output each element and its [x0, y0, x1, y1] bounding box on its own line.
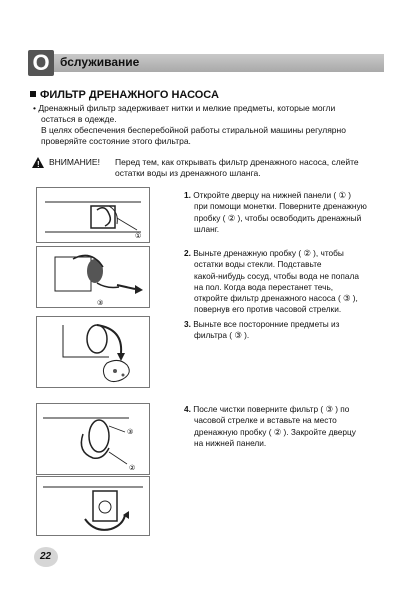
intro-line: • Дренажный фильтр задерживает нитки и мелкие предметы, которые могли: [33, 103, 336, 113]
step-line: [184, 190, 384, 201]
section-title: [30, 89, 219, 101]
step-text: Выньте дренажную пробку ( ② ), чтобы: [193, 248, 344, 258]
intro-line: проверяйте состояние этого фильтра.: [41, 136, 191, 146]
header-capital-letter: О: [28, 50, 54, 76]
figure-open-door: [36, 187, 150, 243]
step-line: дренажную пробку ( ② ). Закройте дверцу: [194, 426, 356, 437]
step-4: [184, 404, 384, 449]
step-number: 3.: [184, 319, 191, 329]
figure-drain-water: [36, 246, 150, 308]
warning-line: Перед тем, как открывать фильтр дренажного насоса, слейте: [115, 157, 359, 167]
figure-close-door: [36, 476, 150, 536]
step-line: при помощи монетки. Поверните дренажную: [194, 201, 367, 212]
section-header: [28, 50, 384, 76]
step-line: откройте фильтр дренажного насоса ( ③ ),: [194, 293, 358, 304]
step-line: какой-нибудь сосуд, чтобы вода не попала: [194, 270, 359, 281]
step-text: Откройте дверцу на нижней панели ( ① ): [193, 190, 351, 200]
washer-lower-panel-illustration: [37, 188, 149, 242]
figure-reinstall-filter: [36, 403, 150, 475]
step-line: [184, 319, 384, 330]
warning-line: остатки воды из дренажного шланга.: [115, 168, 261, 178]
step-number: 2.: [184, 248, 191, 258]
step-line: на нижней панели.: [194, 437, 267, 448]
step-text: После чистки поверните фильтр ( ③ ) по: [193, 404, 350, 414]
step-number: 1.: [184, 190, 191, 200]
filter-removal-illustration: [37, 317, 149, 387]
intro-line: остаться в одежде.: [41, 114, 117, 124]
warning-triangle-icon: !: [32, 157, 44, 168]
step-line: [184, 248, 384, 259]
header-title: бслуживание: [60, 55, 140, 69]
intro-line: В целях обеспечения бесперебойной работы стиральной машины регулярно: [41, 125, 346, 135]
square-bullet-icon: [30, 91, 36, 97]
section-title-text: ФИЛЬТР ДРЕНАЖНОГО НАСОСА: [40, 89, 219, 101]
step-1: [184, 190, 384, 235]
figure-marker: ①: [135, 232, 142, 240]
step-text: Выньте все посторонние предметы из: [193, 319, 340, 329]
step-line: [184, 404, 384, 415]
step-2: [184, 248, 384, 316]
step-line: на пол. Когда вода перестанет течь,: [194, 281, 334, 292]
warning-label: ВНИМАНИЕ!: [49, 157, 100, 167]
figure-marker: ③: [97, 299, 104, 307]
drain-hose-illustration: [37, 247, 149, 307]
step-3: [184, 319, 384, 342]
step-number: 4.: [184, 404, 191, 414]
step-line: пробку ( ② ), чтобы освободить дренажный: [194, 212, 362, 223]
page-number-badge: [28, 547, 68, 567]
intro-paragraph: [33, 103, 383, 147]
figure-marker: ②: [129, 464, 136, 472]
figure-remove-debris: [36, 316, 150, 388]
step-line: фильтра ( ③ ).: [194, 330, 250, 341]
step-line: остатки воды стекли. Подставьте: [194, 259, 322, 270]
filter-reinstall-illustration: [37, 404, 149, 474]
step-line: шланг.: [194, 223, 220, 234]
step-line: повернув его против часовой стрелки.: [194, 304, 342, 315]
door-closing-illustration: [37, 477, 149, 535]
figure-marker: ③: [127, 428, 134, 436]
step-line: часовой стрелке и вставьте на место: [194, 415, 337, 426]
page-number: 22: [40, 551, 52, 562]
